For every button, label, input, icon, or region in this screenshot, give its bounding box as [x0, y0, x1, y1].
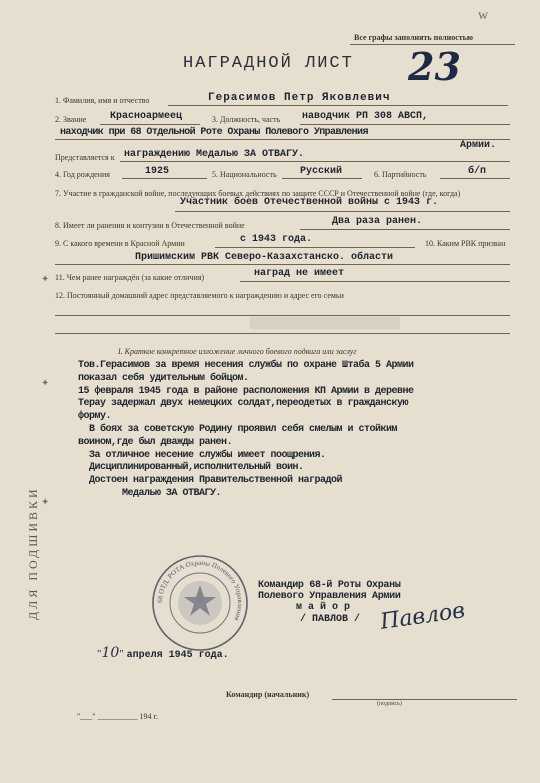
- field-2-label: 2. Звание: [55, 115, 87, 124]
- field-12-label: 12. Постоянный домашний адрес представляемого к награждению и адрес его семьи: [55, 291, 344, 300]
- presented-value: награждению Медалью ЗА ОТВАГУ.: [124, 149, 305, 160]
- field-9-value: с 1943 года.: [240, 234, 313, 245]
- field-10-value: Пришимским РВК Северо-Казахстанско. области: [135, 252, 394, 263]
- field-3-label: 3. Должность, часть: [212, 115, 281, 124]
- field-4-value: 1925: [145, 166, 170, 177]
- signature-caption: (подпись): [377, 701, 402, 707]
- redacted-area: [250, 317, 400, 329]
- field-7-value: Участник боев Отечественной войны с 1943 г.: [180, 197, 439, 208]
- field-6-value: б/п: [468, 166, 487, 177]
- narrative-line: Терау задержал двух немецких солдат,переодетых в гражданскую: [78, 398, 409, 410]
- signature-line-2: Полевого Управления Армии: [258, 591, 401, 602]
- fill-all-note: Все графы заполнять полностью: [354, 33, 474, 42]
- narrative-line: Достоен награждения Правительственной наградой: [78, 475, 343, 487]
- field-8-value: Два раза ранен.: [332, 216, 423, 227]
- side-star-icon: ✦: [41, 274, 50, 285]
- stamp-text: 68 ОТД. РОТА Охраны Полевого Управления: [155, 558, 245, 622]
- side-label: [26, 290, 56, 620]
- signature-line-1: Командир 68-й Роты Охраны: [258, 580, 401, 591]
- side-text: ДЛЯ ПОДШИВКИ: [26, 486, 40, 620]
- field-4-label: 4. Год рождения: [55, 170, 110, 179]
- side-star-icon: ✦: [41, 497, 50, 508]
- field-1-value: Герасимов Петр Яковлевич: [208, 92, 391, 104]
- side-star-icon: ✦: [41, 378, 50, 389]
- field-5-value: Русский: [300, 166, 343, 177]
- field-8-label: 8. Имеет ли ранения и контузии в Отечественной войне: [55, 221, 245, 230]
- field-10-label: 10. Каким РВК призван: [425, 239, 506, 248]
- field-9-label: 9. С какого времени в Красной Армии: [55, 239, 185, 248]
- signature-line-3: м а й о р: [296, 602, 351, 613]
- section-heading: I. Краткое конкретное изложение личного боевого подвига или заслуг: [118, 347, 357, 356]
- official-stamp: [150, 553, 250, 653]
- date-rest: апреля 1945 года.: [126, 650, 229, 661]
- field-3-value-line3: Армии.: [460, 140, 497, 151]
- date-day: 10: [101, 645, 120, 661]
- narrative-line: воином,где был дважды ранен.: [78, 436, 233, 448]
- field-2-value: Красноармеец: [110, 111, 183, 122]
- narrative-line: показал себя удительным бойцом.: [78, 372, 249, 384]
- page-title: НАГРАДНОЙ ЛИСТ: [183, 54, 354, 73]
- narrative: [78, 360, 533, 501]
- field-11-label: 11. Чем ранее награждён (за какие отличия): [55, 273, 205, 282]
- field-11-value: наград не имеет: [254, 268, 345, 279]
- field-7-label: 7. Участие в гражданской войне, последующих боевых действиях по защите СССР и Отечественной войне (где, когда): [55, 189, 461, 198]
- date-line: "10" апреля 1945 года.: [97, 645, 229, 661]
- narrative-line: В боях за советскую Родину проявил себя смелым и стойким: [78, 423, 398, 435]
- sheet-number: 23: [408, 44, 461, 89]
- signature-line-4: / ПАВЛОВ /: [300, 614, 361, 625]
- field-3-value-line2: находчик при 68 Отдельной Роте Охраны Полевого Управления: [60, 127, 368, 138]
- commander-label: Командир (начальник): [226, 690, 310, 699]
- corner-mark: w: [478, 8, 489, 23]
- narrative-line: 15 февраля 1945 года в районе расположения КП Армии в деревне: [78, 385, 414, 397]
- handwritten-signature: Павлов: [378, 598, 467, 635]
- field-5-label: 5. Национальность: [212, 170, 277, 179]
- narrative-line: За отличное несение службы имеет поощрения.: [78, 449, 326, 461]
- field-3-value: наводчик РП 308 АВСП,: [302, 111, 429, 122]
- narrative-line: Дисциплинированный,исполнительный воин.: [78, 462, 304, 474]
- narrative-line: Тов.Герасимов за время несения службы по охране Штаба 5 Армии: [78, 360, 414, 371]
- field-6-label: 6. Партийность: [374, 170, 427, 179]
- narrative-line: Медалью ЗА ОТВАГУ.: [78, 487, 222, 499]
- date-blank: "___" __________ 194 г.: [77, 712, 158, 721]
- presented-label: Представляется к: [55, 153, 115, 162]
- narrative-line: форму.: [78, 411, 112, 423]
- field-1-label: 1. Фамилия, имя и отчество: [55, 96, 150, 105]
